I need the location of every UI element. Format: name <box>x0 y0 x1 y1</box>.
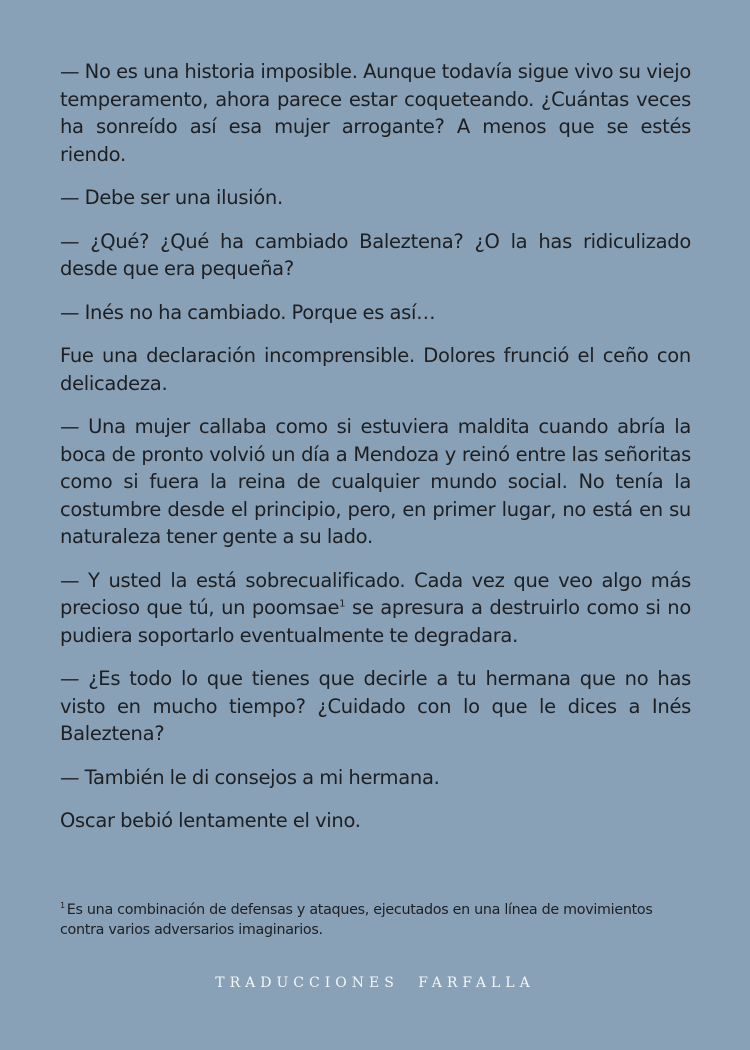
footnote-reference[interactable]: 1 <box>339 598 346 610</box>
paragraph: — ¿Qué? ¿Qué ha cambiado Baleztena? ¿O la has ridiculizado desde que era pequeña? <box>60 229 691 280</box>
paragraph: Fue una declaración incomprensible. Dolores frunció el ceño con delicadeza. <box>60 344 691 395</box>
paragraph: — Debe ser una ilusión. <box>60 186 283 209</box>
page-body <box>60 58 691 851</box>
paragraph-text-after: se apresura a destruirlo como si no pudiera soportarlo eventualmente te degradara. <box>60 596 691 647</box>
paragraph: Oscar bebió lentamente el vino. <box>60 809 361 832</box>
footnote-text: Es una combinación de defensas y ataques, ejecutados en una línea de movimientos contra varios adversarios imaginarios. <box>60 902 653 938</box>
paragraph-with-footnote <box>60 567 691 650</box>
paragraph: — Una mujer callaba como si estuviera maldita cuando abría la boca de pronto volvió un día a Mendoza y reinó entre las señoritas como si fuera la reina de cualquier mundo social. No tenía la costumbre desde el principio, pero, en primer lugar, no está en su naturaleza tener gente a su lado. <box>60 415 691 548</box>
paragraph: — Inés no ha cambiado. Porque es así… <box>60 300 436 324</box>
footnote <box>60 900 691 940</box>
paragraph-text-before: — Y usted la está sobrecualificado. Cada vez que veo algo más precioso que tú, un poomsae <box>60 568 691 619</box>
publisher-footer: TRADUCCIONES FARFALLA <box>215 975 535 991</box>
footnote-marker: 1 <box>60 901 65 911</box>
paragraph: — No es una historia imposible. Aunque todavía sigue vivo su viejo temperamento, ahora parece estar coqueteando. ¿Cuántas veces ha sonreído así esa mujer arrogante? A menos que se estés riendo. <box>60 60 691 166</box>
paragraph: — ¿Es todo lo que tienes que decirle a tu hermana que no has visto en mucho tiempo? ¿Cuidado con lo que le dices a Inés Baleztena? <box>60 667 691 745</box>
paragraph: — También le di consejos a mi hermana. <box>60 765 440 789</box>
